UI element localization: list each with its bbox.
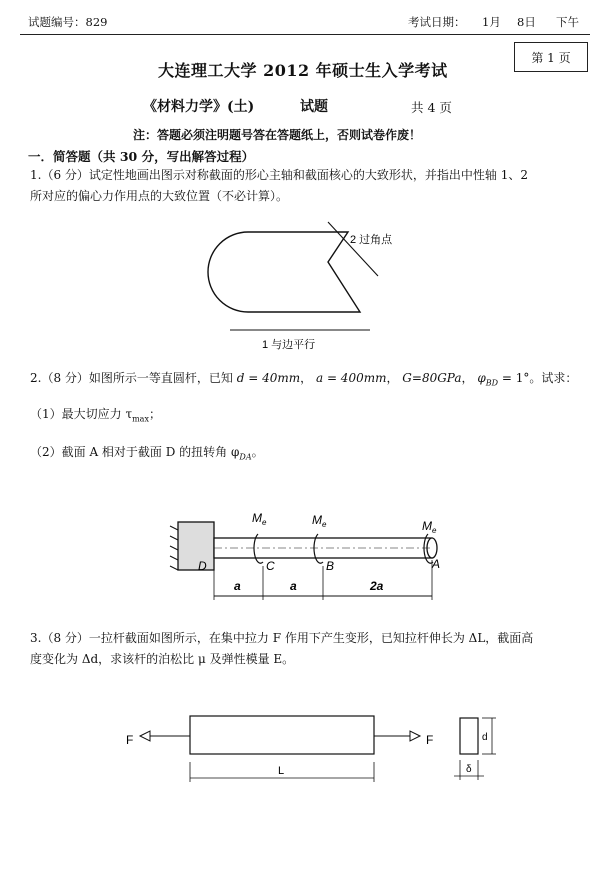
q2-phi-value: = 1° bbox=[498, 371, 530, 385]
height-label: d bbox=[482, 732, 488, 743]
thickness-label: δ bbox=[466, 764, 472, 775]
point-B-label: B bbox=[326, 559, 335, 573]
q1-text-line1: 1.（6 分）试定性地画出图示对称截面的形心主轴和截面核心的大致形状，并指出中性轴 1、2 bbox=[30, 168, 528, 182]
exam-code: 试题编号：829 bbox=[28, 15, 108, 29]
q3-tension-bar-figure bbox=[120, 700, 520, 790]
q2-part2 bbox=[30, 442, 264, 467]
axis-2-label: 2 过角点 bbox=[350, 234, 393, 246]
q1-cross-section-figure bbox=[200, 210, 460, 360]
exam-period: 下午 bbox=[556, 15, 579, 29]
torque-label-C: $M_e$ bbox=[252, 511, 267, 527]
q2-part1 bbox=[30, 404, 161, 429]
q2-part2-sub: DA bbox=[239, 452, 252, 462]
q3-text-line2: 度变化为 Δd，求该杆的泊松比 μ 及弹性模量 E。 bbox=[30, 652, 295, 666]
fixed-support bbox=[178, 522, 214, 570]
neutral-axis-2 bbox=[328, 222, 378, 276]
dim-a2: a bbox=[290, 579, 297, 593]
page-number-box: 第 1 页 bbox=[514, 42, 588, 72]
q2-d-value: d = 40mm bbox=[236, 371, 301, 385]
q2-part1-sub: max bbox=[132, 414, 149, 424]
force-arrow-right bbox=[410, 731, 420, 741]
support-hatching bbox=[170, 526, 178, 570]
exam-day: 8日 bbox=[517, 15, 536, 29]
q2-statement: 2.（8 分）如图所示一等直圆杆，已知 d = 40mm， a = 400mm， G=80GPa， $\varphi_{BD} = 1^\circ$。试求： bbox=[30, 371, 578, 388]
q2-prefix: 2.（8 分）如图所示一等直圆杆，已知 bbox=[30, 371, 233, 385]
torque-label-B: $M_e$ bbox=[312, 513, 327, 529]
q2-suffix: 。试求： bbox=[529, 371, 578, 385]
bar-cross-section bbox=[460, 718, 478, 754]
dim-a1: a bbox=[234, 579, 241, 593]
axis-1-label: 1 与边平行 bbox=[262, 339, 316, 351]
force-arrow-left bbox=[140, 731, 150, 741]
point-A-label: A bbox=[432, 557, 441, 571]
section-heading: 一．简答题（共 30 分，写出解答过程） bbox=[28, 149, 255, 164]
q2-part1-text: （1）最大切应力 τ bbox=[30, 407, 133, 421]
length-label: L bbox=[278, 765, 285, 777]
q2-phi-sub: BD bbox=[485, 378, 499, 388]
force-label-right: F bbox=[426, 733, 434, 747]
total-pages: 共 4 页 bbox=[411, 100, 452, 115]
q1-text-line2: 所对应的偏心力作用点的大致位置（不必计算）。 bbox=[30, 189, 289, 203]
subject-name: 《材料力学》(土) bbox=[143, 99, 255, 115]
exam-date-label: 考试日期： bbox=[408, 15, 466, 29]
dim-2a: 2a bbox=[370, 579, 384, 593]
torque-label-A: $M_e$ bbox=[422, 519, 437, 535]
header-rule bbox=[20, 34, 590, 35]
q2-part1-end: ； bbox=[148, 407, 161, 421]
q3-text-line1: 3.（8 分）一拉杆截面如图所示，在集中拉力 F 作用下产生变形，已知拉杆伸长为 ΔL，截面高 bbox=[30, 631, 534, 645]
q2-shaft-figure bbox=[160, 500, 460, 615]
q2-a-value: a = 400mm bbox=[315, 371, 387, 385]
point-D-label: D bbox=[198, 559, 207, 573]
force-label-left: F bbox=[126, 733, 134, 747]
notice: 注：答题必须注明题号答在答题纸上，否则试卷作废！ bbox=[133, 128, 422, 142]
symmetric-section-shape bbox=[208, 232, 360, 312]
subject-suffix: 试题 bbox=[300, 99, 328, 115]
q2-part2-text: （2）截面 A 相对于截面 D 的扭转角 φ bbox=[30, 445, 240, 459]
q2-part2-end: 。 bbox=[251, 445, 264, 459]
q2-phi-symbol: φ bbox=[477, 371, 486, 385]
page-title: 大连理工大学 2012 年硕士生入学考试 bbox=[158, 61, 448, 80]
exam-month: 1月 bbox=[482, 15, 501, 29]
q2-G-value: G=80GPa bbox=[402, 371, 462, 385]
tension-bar bbox=[190, 716, 374, 754]
point-C-label: C bbox=[266, 559, 275, 573]
